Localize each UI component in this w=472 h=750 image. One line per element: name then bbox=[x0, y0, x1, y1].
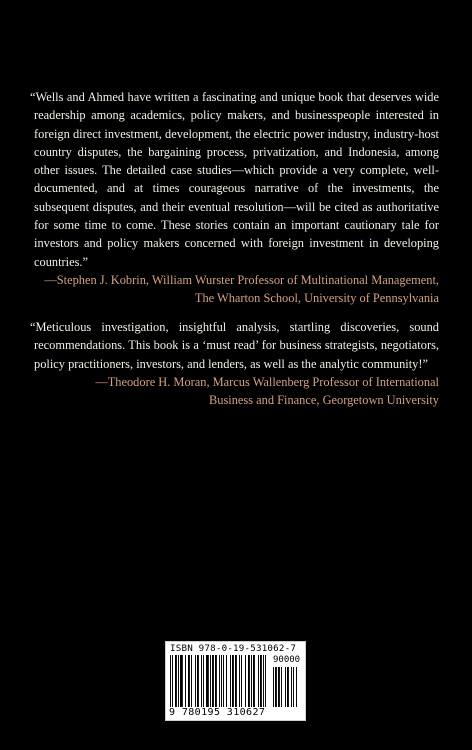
barcode-bar bbox=[215, 655, 217, 707]
barcode-bar bbox=[281, 667, 282, 707]
barcode-bar bbox=[296, 667, 297, 707]
barcode-bar bbox=[197, 655, 199, 707]
barcode-bar bbox=[172, 655, 173, 707]
isbn-barcode bbox=[165, 641, 306, 721]
attribution-institution: Business and Finance, Georgetown University bbox=[209, 393, 439, 408]
barcode-bar bbox=[251, 655, 252, 707]
barcode-bar bbox=[248, 655, 250, 707]
endorsement-moran bbox=[30, 318, 439, 409]
barcode-bar bbox=[291, 667, 292, 707]
barcode-bar bbox=[285, 667, 286, 707]
barcode-bar bbox=[221, 655, 222, 707]
barcode-bar bbox=[260, 655, 262, 707]
ean-digits: 9 780195 310627 bbox=[169, 707, 266, 718]
barcode-bar bbox=[223, 655, 224, 707]
barcode-bar bbox=[185, 655, 186, 707]
barcode-bar bbox=[245, 655, 246, 707]
barcode-bar bbox=[263, 655, 264, 707]
isbn-label: ISBN 978-0-19-531062-7 bbox=[170, 643, 297, 654]
barcode-bar bbox=[180, 655, 183, 707]
barcode-bar bbox=[203, 655, 204, 707]
endorsement-kobrin bbox=[30, 88, 439, 308]
attribution-name-title: —Stephen J. Kobrin, William Wurster Professor of Multinational Management, bbox=[44, 272, 439, 287]
endorsement-attribution bbox=[34, 373, 439, 410]
endorsement-quote: “Meticulous investigation, insightful analysis, startling discoveries, sound recommendations. This book is a ‘must read’ for business strategists, negotiators, policy practitioners, investors, and lenders, as well as the analytic community!” bbox=[30, 320, 439, 371]
endorsement-attribution bbox=[34, 271, 439, 308]
barcode-bar bbox=[293, 667, 294, 707]
barcode-bar bbox=[170, 655, 171, 707]
barcode-bar bbox=[265, 655, 266, 707]
price-code: 90000 bbox=[273, 655, 301, 665]
barcode-bar bbox=[235, 655, 237, 707]
attribution-name-title: —Theodore H. Moran, Marcus Wallenberg Professor of International bbox=[95, 374, 439, 389]
barcode-bar bbox=[232, 655, 234, 707]
ean-barcode-bars bbox=[170, 655, 270, 707]
barcode-bar bbox=[206, 655, 209, 707]
barcode-bar bbox=[258, 655, 259, 707]
barcode-bar bbox=[287, 667, 289, 707]
endorsement-quote: “Wells and Ahmed have written a fascinating and unique book that deserves wide readership among academics, policy makers, and businesspeople interested in foreign direct investment, development, the electric power industry, industry-host country disputes, the bargaining process, privatization, and Indonesia, among other issues. The detailed case studies—which provide a very complete, well-documented, and at times courageous narrative of the investments, the subsequent disputes, and their eventual resolution—will be cited as authoritative for some time to come. These stories contain an important cautionary tale for investors and policy makers concerned with foreign investment in developing countries.” bbox=[30, 90, 439, 269]
barcode-bar bbox=[239, 655, 240, 707]
barcode-bar bbox=[212, 655, 214, 707]
barcode-bar bbox=[273, 667, 274, 707]
barcode-bar bbox=[178, 655, 179, 707]
attribution-institution: The Wharton School, University of Pennsylvania bbox=[194, 291, 439, 306]
barcode-bar bbox=[219, 655, 220, 707]
barcode-bar bbox=[195, 655, 196, 707]
barcode-bar bbox=[226, 655, 227, 707]
barcode-bar bbox=[241, 655, 242, 707]
barcode-bar bbox=[188, 655, 190, 707]
barcode-bar bbox=[278, 667, 280, 707]
addon-barcode-bars bbox=[273, 667, 303, 707]
barcode-bar bbox=[275, 667, 277, 707]
barcode-bar bbox=[253, 655, 255, 707]
barcode-bar bbox=[191, 655, 192, 707]
barcode-bar bbox=[210, 655, 211, 707]
barcode-bar bbox=[175, 655, 177, 707]
barcode-bar bbox=[230, 655, 231, 707]
barcode-bar bbox=[201, 655, 202, 707]
